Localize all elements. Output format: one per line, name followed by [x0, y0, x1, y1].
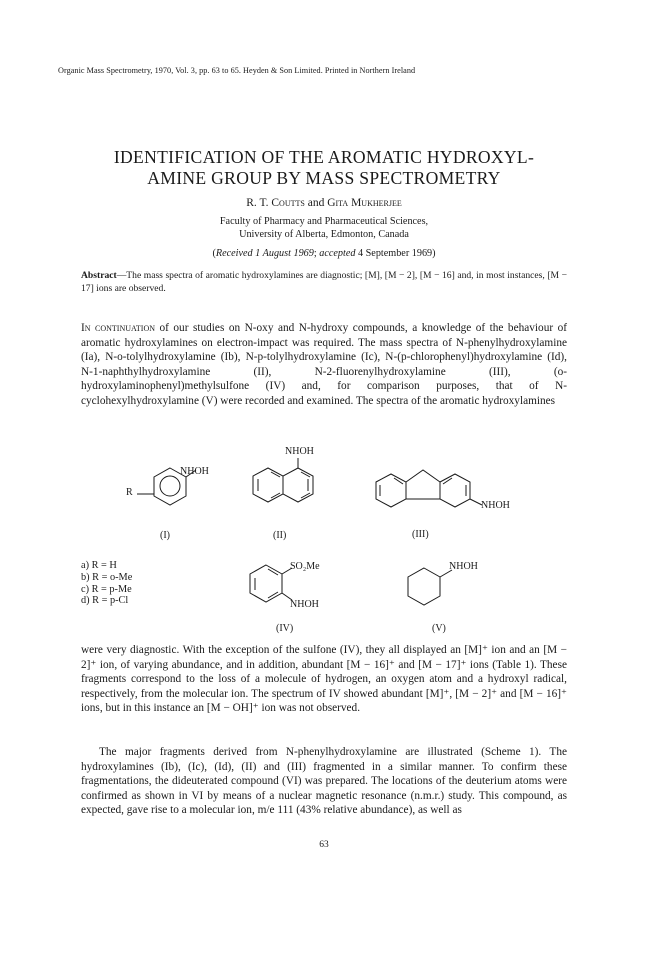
r-item: d) R = p-Cl — [81, 595, 129, 607]
structure-V-group: NHOH — [449, 561, 478, 572]
structure-III-group: NHOH — [481, 500, 510, 511]
authors — [40, 197, 608, 209]
structure-V-ring — [408, 568, 452, 605]
r-item: c) R = p-Me — [81, 583, 132, 595]
r-item: a) R = H — [81, 560, 117, 571]
received-label: Received — [215, 248, 253, 259]
structure-IV-group2: NHOH — [290, 599, 319, 610]
structure-IV-group1: SO₂Me — [290, 561, 320, 572]
structure-III-label: (III) — [412, 529, 429, 540]
author-1: R. T. Coutts — [246, 197, 305, 209]
abstract-text: The mass spectra of aromatic hydroxylamines are diagnostic; [M], [M − 2], [M − 16] and, in most instances, [M − 17] ions are observed. — [81, 270, 567, 294]
paragraph-2: were very diagnostic. With the exception of the sulfone (IV), they all displayed an [M]⁺ ion and an [M − 2]⁺ ion, of varying abundance, and in addition, abundant [M − 16]⁺ and [M − 17]⁺ ions (Table 1). These fragments correspond to the loss of a molecule of hydrogen, an oxygen atom and a hydroxyl radical, respectively, from the molecular ion. The spectrum of IV showed abundant [M]⁺, [M − 2]⁺ and [M − 16]⁺ ions, but in this instance an [M − OH]⁺ ion was not observed. — [81, 644, 567, 714]
structure-I-label: (I) — [160, 530, 170, 541]
affiliation-line1: Faculty of Pharmacy and Pharmaceutical Sciences, — [219, 216, 429, 227]
structure-II-ring — [253, 458, 313, 502]
paragraph-3: The major fragments derived from N-phenylhydroxylamine are illustrated (Scheme 1). The hydroxylamines (Ib), (Ic), (Id), (II) and (III) fragmented in a similar manner. To confirm these fragmentations, the dideuterated compound (VI) was prepared. The locations of the deuterium atoms were confirmed as shown in VI by means of a nuclear magnetic resonance (n.m.r.) study. This compound, as expected, gave rise to a molecular ion, m/e 111 (43% relative abundance), as well as — [81, 746, 567, 816]
r-substituent-list — [81, 560, 132, 607]
r-item: b) R = o-Me — [81, 571, 133, 583]
paper-title-line1: IDENTIFICATION OF THE AROMATIC HYDROXYL- — [113, 147, 535, 167]
structure-I-group: NHOH — [180, 466, 209, 477]
received-date: 1 August 1969 — [255, 248, 314, 259]
paragraph-1 — [81, 321, 567, 408]
structure-II-label: (II) — [273, 530, 287, 541]
abstract-label: Abstract — [81, 270, 117, 281]
accepted-label: accepted — [319, 248, 356, 259]
author-2: Gita Mukherjee — [327, 197, 402, 209]
paper-title-line2: AMINE GROUP BY MASS SPECTROMETRY — [147, 168, 501, 188]
structure-II-group: NHOH — [285, 446, 314, 457]
structure-I-sub: R — [126, 487, 133, 498]
structure-IV-ring — [250, 565, 292, 602]
page-number: 63 — [319, 840, 329, 850]
received-dates: (Received 1 August 1969; accepted 4 September 1969) — [212, 248, 436, 259]
paragraph-1-text: of our studies on N-oxy and N-hydroxy compounds, a knowledge of the behaviour of aromatic hydroxylamines on electron-impact was required. The mass spectra of N-phenylhydroxylamine (Ia), N-o-tolylhydroxylamine (Ib), N-p-tolylhydroxylamine (Ic), N-(p-chlorophenyl)hydroxylamine (Id), N-1-naphthylhydroxylamine (II), N-2-fluorenylhydroxylamine (III), (o-hydroxylaminophenyl)methylsulfone (IV) and, for comparison purposes, that of N-cyclohexylhydroxylamine (V) were recorded and examined. The spectra of the aromatic hydroxylamines — [81, 322, 567, 407]
structure-V-label: (V) — [432, 623, 446, 634]
accepted-date: 4 September 1969 — [358, 248, 433, 259]
journal-header: Organic Mass Spectrometry, 1970, Vol. 3, pp. 63 to 65. Heyden & Son Limited. Printed in Northern Ireland — [58, 66, 416, 75]
affiliation-line2: University of Alberta, Edmonton, Canada — [239, 229, 409, 240]
abstract: Abstract—The mass spectra of aromatic hydroxylamines are diagnostic; [M], [M − 2], [M − 16] and, in most instances, [M − 17] ions are observed. — [81, 270, 567, 294]
paragraph-1-lead: In continuation — [81, 322, 156, 334]
authors-and: and — [307, 197, 325, 209]
structure-III-ring — [376, 470, 482, 507]
structure-IV-label: (IV) — [276, 623, 294, 634]
